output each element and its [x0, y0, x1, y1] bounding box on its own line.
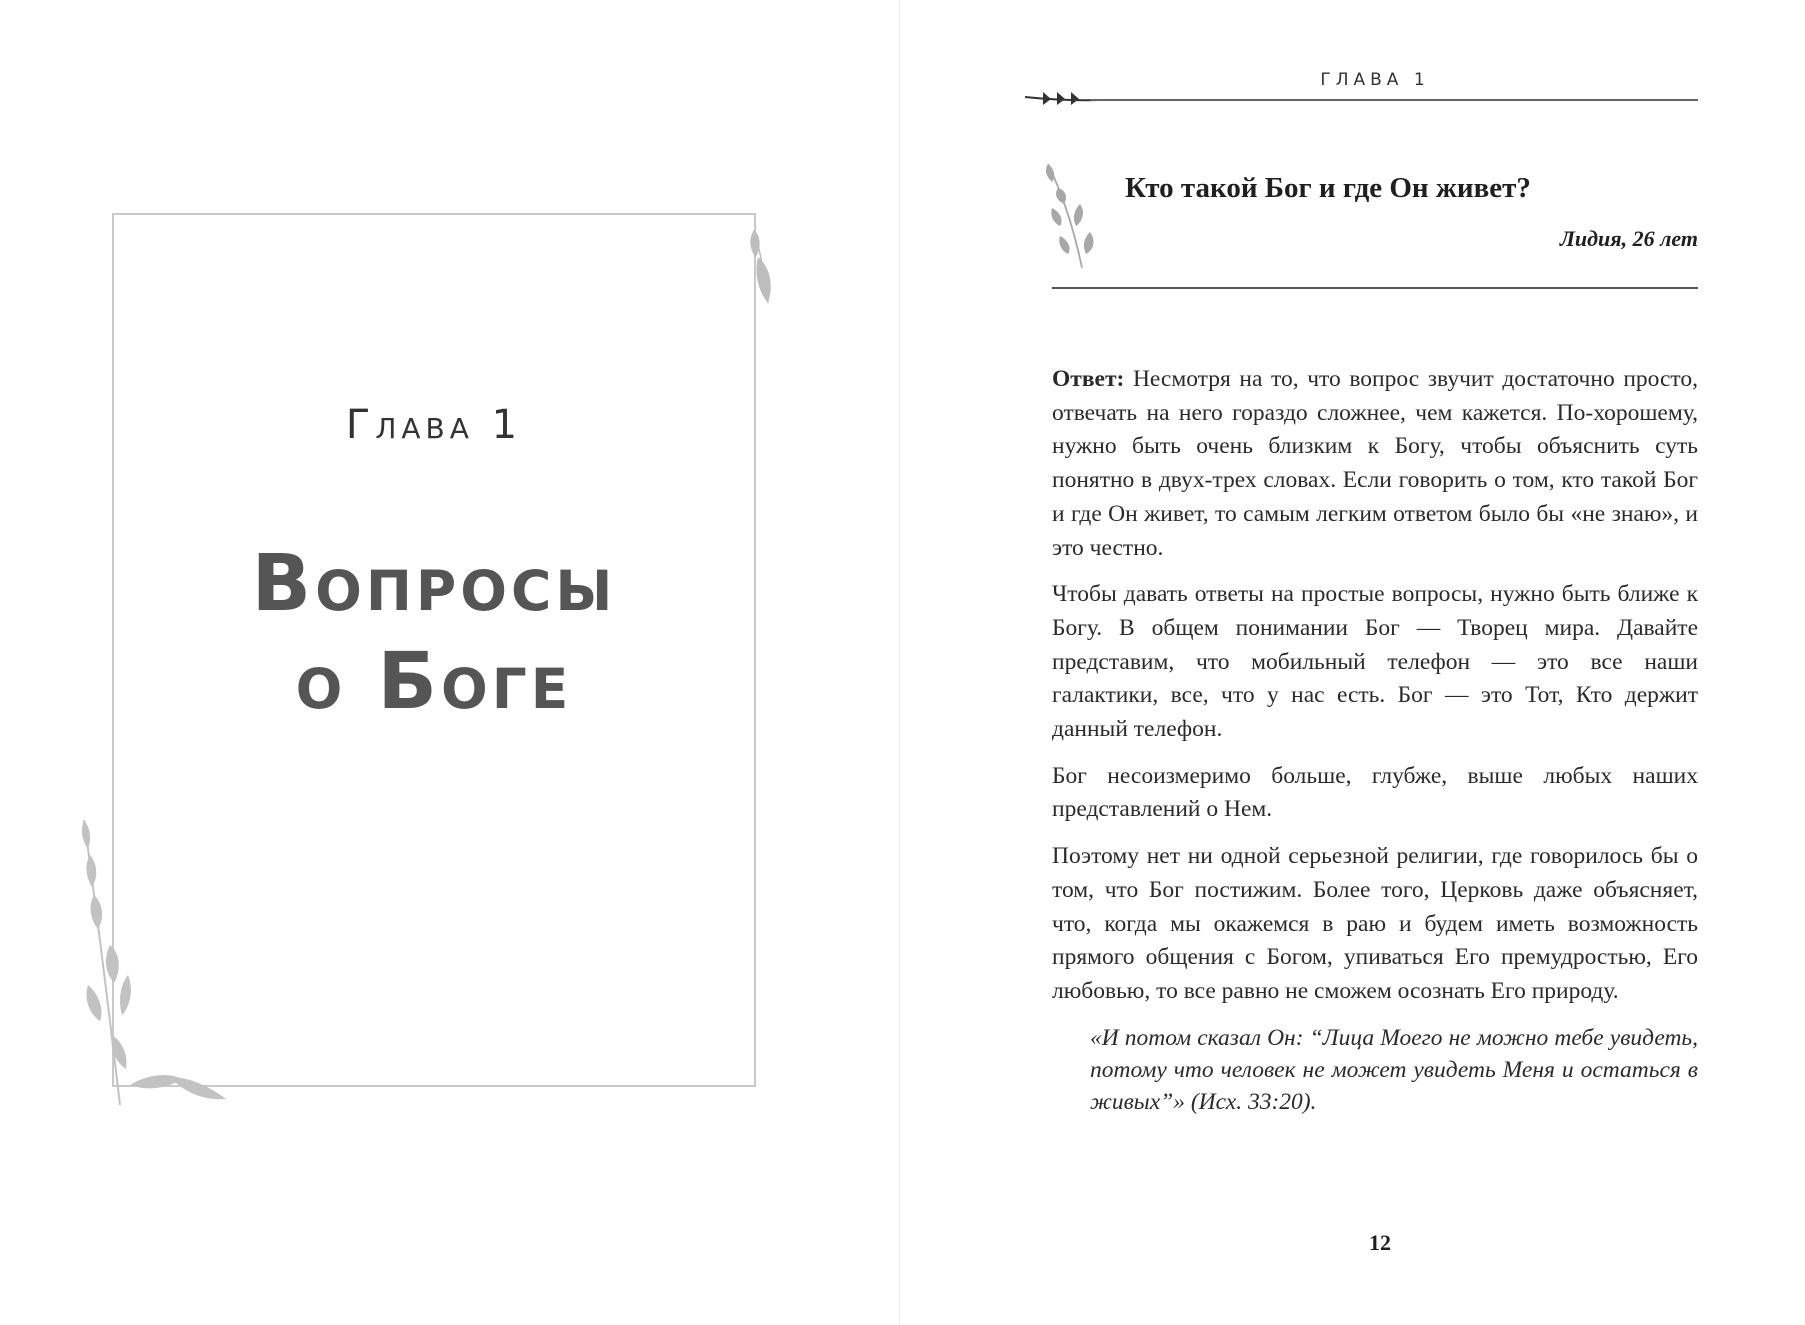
chapter-label: Глава 1 — [345, 402, 523, 448]
chapter-title — [112, 535, 756, 731]
question-title: Кто такой Бог и где Он живет? — [1125, 172, 1531, 204]
leaf-branch-icon — [730, 225, 790, 320]
leaf-sprig-icon — [1040, 160, 1100, 272]
answer-paragraph: Поэтому нет ни одной серьезной религии, где говорилось бы о том, что Бог постижим. Более того, Церковь даже объясняет, что, когда мы окажемся в раю и будем иметь возможность прямого общения с Богом, упиваться Его премудростью, Его любовью, то все равно не сможем осознать Его природу. — [1052, 843, 1698, 1004]
answer-lead: Ответ: — [1052, 366, 1125, 392]
left-page — [0, 0, 900, 1325]
chapter-title-line2: о Боге — [295, 637, 573, 727]
answer-paragraph: Бог несоизмеримо больше, глубже, выше любых наших представлений о Нем. — [1052, 762, 1698, 823]
answer-paragraph: Чтобы давать ответы на простые вопросы, нужно быть ближе к Богу. В общем понимании Бог — Творец мира. Давайте представим, что мобильный телефон — это все наши галактики, все, что у нас есть. Бог — это Тот, Кто держит данный телефон. — [1052, 581, 1698, 743]
page-number: 12 — [1369, 1230, 1391, 1255]
header-rule — [1090, 99, 1698, 101]
answer-body — [1052, 363, 1698, 1118]
running-head: ГЛАВА 1 — [1320, 70, 1430, 90]
chapter-title-line1: Вопросы — [251, 539, 617, 629]
question-rule — [1052, 287, 1698, 289]
leaf-sprig-icon — [70, 815, 240, 1115]
scripture-quote: «И потом сказал Он: “Лица Моего не можно тебе увидеть, потому что человек не может увидеть Меня и остаться в живых”» (Исх. 33:20). — [1090, 1024, 1698, 1115]
question-author: Лидия, 26 лет — [1559, 226, 1698, 251]
answer-paragraph-text: Несмотря на то, что вопрос звучит достаточно просто, отвечать на него гораздо сложнее, чем кажется. По-хорошему, нужно быть очень близким к Богу, чтобы объяснить суть понятно в двух-трех словах. Если говорить о том, кто такой Бог и где Он живет, то самым легким ответом было бы «не знаю», и это честно. — [1052, 366, 1698, 561]
answer-paragraph — [1052, 363, 1698, 565]
